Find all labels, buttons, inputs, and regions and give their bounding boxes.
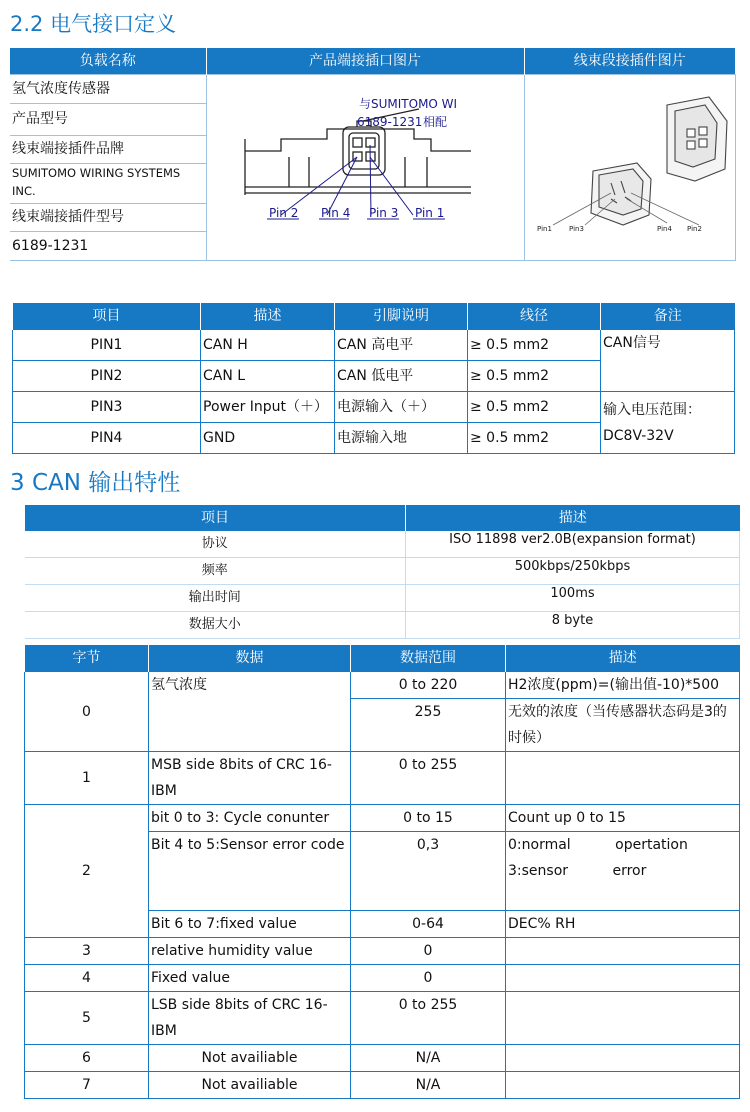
harness-brand-label: 线束端接插件品牌 [10, 135, 206, 164]
pin-function: 电源输入地 [335, 423, 468, 454]
can-desc: 8 byte [406, 612, 740, 639]
table-row [25, 752, 740, 805]
pin-desc: CAN L [201, 361, 335, 392]
byte-range: N/A [351, 1072, 506, 1099]
table-row [25, 992, 740, 1045]
harness-connector-drawing [527, 75, 736, 251]
can-desc: ISO 11898 ver2.0B(expansion format) [406, 531, 740, 558]
byte-desc: Count up 0 to 15 [506, 805, 740, 832]
product-label-part: 6189-1231 [356, 115, 422, 129]
byte-data: 氢气浓度 [149, 672, 351, 752]
byte-range: 0 [351, 938, 506, 965]
can-desc: 500kbps/250kbps [406, 558, 740, 585]
can-header-item: 项目 [25, 505, 406, 531]
pin-note-power [601, 392, 735, 454]
pin-item: PIN3 [13, 392, 201, 423]
byte-definition-table [24, 645, 740, 1099]
byte-desc [506, 1072, 740, 1099]
interface-table [10, 48, 736, 261]
byte-data: Not availiable [149, 1072, 351, 1099]
can-item: 输出时间 [25, 585, 406, 612]
byte-index: 3 [25, 938, 149, 965]
pin-wire: ≥ 0.5 mm2 [468, 361, 601, 392]
product-label-top: 与SUMITOMO WI [358, 97, 457, 111]
table-row [13, 330, 735, 361]
harness-pin4-label: Pin4 [656, 225, 672, 233]
byte-range: 0,3 [351, 832, 506, 911]
pin-function: 电源输入（＋） [335, 392, 468, 423]
product-pin3-label: Pin 3 [368, 206, 398, 220]
byte-desc [506, 965, 740, 992]
product-pin1-label: Pin 1 [414, 206, 444, 220]
byte-data: relative humidity value [149, 938, 351, 965]
harness-connector-image [524, 75, 735, 261]
byte-header-range: 数据范围 [351, 645, 506, 672]
pin-item: PIN4 [13, 423, 201, 454]
product-label-part-suffix: 相配 [422, 115, 447, 129]
pin-wire: ≥ 0.5 mm2 [468, 392, 601, 423]
byte-index: 0 [25, 672, 149, 752]
table-row [25, 1045, 740, 1072]
header-product-connector-image: 产品端接插口图片 [206, 48, 524, 75]
byte-header-byte: 字节 [25, 645, 149, 672]
section-title-electrical-interface: 2.2 电气接口定义 [10, 12, 177, 36]
table-row [25, 531, 740, 558]
product-pin2-label: Pin 2 [268, 206, 298, 220]
table-row [13, 392, 735, 423]
pin-desc: GND [201, 423, 335, 454]
table-row [25, 672, 740, 699]
byte-data: Bit 4 to 5:Sensor error code [149, 832, 351, 911]
load-name-value: 氢气浓度传感器 [10, 75, 206, 104]
byte-desc [506, 992, 740, 1045]
pin-desc: CAN H [201, 330, 335, 361]
pin-function: CAN 低电平 [335, 361, 468, 392]
pin-header-wire: 线径 [468, 303, 601, 330]
byte-desc: H2浓度(ppm)=(输出值-10)*500 [506, 672, 740, 699]
harness-model-label: 线束端接插件型号 [10, 203, 206, 232]
can-item: 频率 [25, 558, 406, 585]
table-row [25, 612, 740, 639]
can-item: 数据大小 [25, 612, 406, 639]
pin-header-note: 备注 [601, 303, 735, 330]
byte-index: 7 [25, 1072, 149, 1099]
byte-index: 6 [25, 1045, 149, 1072]
byte-data: MSB side 8bits of CRC 16-IBM [149, 752, 351, 805]
pin-header-desc: 描述 [201, 303, 335, 330]
byte-range: 255 [351, 699, 506, 752]
byte-desc: 无效的浓度（当传感器状态码是3的时候） [506, 699, 740, 752]
pin-wire: ≥ 0.5 mm2 [468, 423, 601, 454]
harness-brand-value: SUMITOMO WIRING SYSTEMS INC. [10, 164, 206, 203]
byte-index: 4 [25, 965, 149, 992]
pin-wire: ≥ 0.5 mm2 [468, 330, 601, 361]
product-connector-drawing [209, 75, 525, 251]
byte-range: 0 to 220 [351, 672, 506, 699]
section-title-can-output: 3 CAN 输出特性 [10, 470, 181, 496]
byte-data: Fixed value [149, 965, 351, 992]
can-header-desc: 描述 [406, 505, 740, 531]
pin-note-power-line2: DC8V-32V [603, 427, 674, 444]
byte-range: 0 [351, 965, 506, 992]
pin-header-item: 项目 [13, 303, 201, 330]
byte-data: Not availiable [149, 1045, 351, 1072]
header-harness-connector-image: 线束段接插件图片 [524, 48, 735, 75]
product-model-label: 产品型号 [10, 103, 206, 135]
byte-data: LSB side 8bits of CRC 16-IBM [149, 992, 351, 1045]
byte-range: 0 to 255 [351, 992, 506, 1045]
byte-desc: DEC% RH [506, 911, 740, 938]
pin-item: PIN2 [13, 361, 201, 392]
byte-desc [506, 938, 740, 965]
harness-pin1-label: Pin1 [536, 225, 552, 233]
byte-header-data: 数据 [149, 645, 351, 672]
byte-header-desc: 描述 [506, 645, 740, 672]
table-row [25, 585, 740, 612]
harness-pin3-label: Pin3 [568, 225, 584, 233]
product-pin4-label: Pin 4 [320, 206, 350, 220]
byte-range: 0 to 15 [351, 805, 506, 832]
pin-header-pin: 引脚说明 [335, 303, 468, 330]
byte-index: 2 [25, 805, 149, 938]
pin-note-can: CAN信号 [601, 330, 735, 392]
pin-desc: Power Input（＋） [201, 392, 335, 423]
byte-desc: 0:normal opertation 3:sensor error [506, 832, 740, 911]
table-row [25, 558, 740, 585]
product-connector-image [206, 75, 524, 261]
byte-range: N/A [351, 1045, 506, 1072]
byte-desc [506, 752, 740, 805]
harness-model-value: 6189-1231 [10, 232, 206, 261]
harness-pin2-label: Pin2 [686, 225, 702, 233]
byte-index: 5 [25, 992, 149, 1045]
table-row [25, 805, 740, 832]
can-desc: 100ms [406, 585, 740, 612]
byte-data: bit 0 to 3: Cycle conunter [149, 805, 351, 832]
pin-definition-table [12, 303, 735, 454]
byte-range: 0 to 255 [351, 752, 506, 805]
pin-item: PIN1 [13, 330, 201, 361]
can-item: 协议 [25, 531, 406, 558]
table-row [25, 938, 740, 965]
pin-function: CAN 高电平 [335, 330, 468, 361]
byte-desc [506, 1045, 740, 1072]
header-load-name: 负载名称 [10, 48, 206, 75]
pin-note-power-line1: 输入电压范围： [603, 401, 701, 418]
byte-index: 1 [25, 752, 149, 805]
table-row [25, 965, 740, 992]
byte-range: 0-64 [351, 911, 506, 938]
byte-data: Bit 6 to 7:fixed value [149, 911, 351, 938]
can-characteristics-table [24, 505, 740, 639]
table-row [25, 1072, 740, 1099]
